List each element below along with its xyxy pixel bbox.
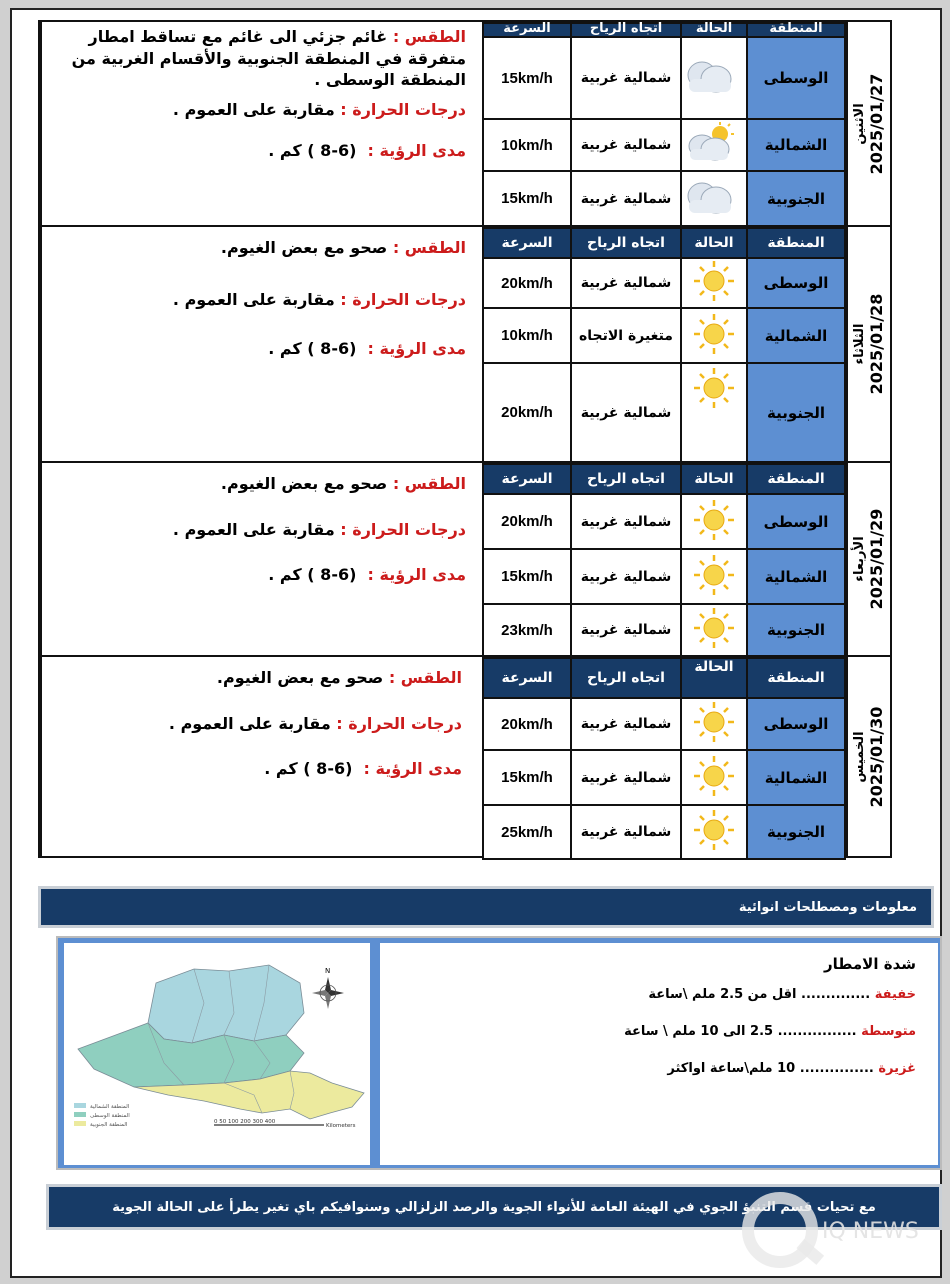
header-condition: الحالة (681, 464, 747, 494)
wind-direction: شمالية غربية (571, 805, 681, 859)
region-table (482, 22, 846, 227)
sun-icon (690, 553, 738, 597)
rain-value: .............. اقل من 2.5 ملم \ساعة (648, 987, 871, 1002)
rain-intensity-panel (380, 943, 938, 1165)
weather-label: الطقس : (392, 27, 466, 46)
header-region: المنطقة (747, 23, 845, 37)
wind-direction: شمالية غربية (571, 258, 681, 308)
wind-speed: 10km/h (483, 119, 571, 171)
temp-line (56, 99, 466, 121)
condition-cell (681, 750, 747, 805)
day-name: الاثنين (852, 102, 867, 145)
table-row (483, 698, 845, 750)
day-date: 2025/01/29 (867, 508, 886, 610)
legend-north: المنطقة الشمالية (90, 1104, 130, 1110)
info-title: معلومات ومصطلحات انوائية (738, 899, 917, 915)
region-name: الوسطى (747, 494, 845, 549)
temp-line (56, 713, 462, 735)
day-date: 2025/01/27 (867, 73, 886, 174)
table-row (483, 37, 845, 119)
info-title-bar (38, 886, 934, 928)
watermark-logo (738, 1172, 938, 1282)
visibility-label: مدى الرؤية : (367, 565, 466, 585)
header-wind-direction: اتجاه الرياح (571, 464, 681, 494)
temp-label: درجات الحرارة : (336, 713, 462, 733)
temp-label: درجات الحرارة : (340, 289, 466, 309)
header-condition: الحالة (681, 228, 747, 258)
region-name: الوسطى (747, 37, 845, 119)
sun-icon (690, 498, 738, 542)
rain-item-moderate (402, 1024, 916, 1039)
day-name: الأربعاء (852, 536, 867, 582)
weather-text: صحو مع بعض الغيوم. (220, 238, 388, 257)
weather-line (56, 667, 462, 689)
table-row (483, 119, 845, 171)
table-row (483, 308, 845, 363)
iraq-region-map (64, 943, 370, 1165)
region-name: الجنوبية (747, 604, 845, 656)
watermark-text: IQ NEWS (822, 1219, 919, 1244)
rain-value: ............... 10 ملم\ساعة اواكثر (667, 1061, 874, 1076)
visibility-line (56, 564, 466, 586)
region-name: الشمالية (747, 308, 845, 363)
temp-text: مقاربة على العموم . (172, 99, 335, 119)
condition-cell (681, 363, 747, 462)
temp-line (56, 289, 466, 311)
wind-direction: شمالية غربية (571, 494, 681, 549)
rain-item-light (402, 987, 916, 1002)
header-speed: السرعة (483, 464, 571, 494)
visibility-text: (6-8 ) كم . (268, 339, 357, 359)
wind-speed: 15km/h (483, 171, 571, 226)
header-wind-direction: اتجاه الرياح (571, 658, 681, 698)
weather-line (56, 473, 466, 495)
day-block (40, 225, 890, 461)
wind-speed: 20km/h (483, 698, 571, 750)
day-name: الثلاثاء (852, 323, 867, 365)
wind-direction: شمالية غربية (571, 698, 681, 750)
region-name: الوسطى (747, 258, 845, 308)
rain-key: غزيرة (878, 1061, 916, 1076)
day-date: 2025/01/30 (867, 706, 886, 807)
day-summary (40, 227, 482, 461)
legend-south: المنطقة الجنوبية (90, 1122, 128, 1128)
day-date: 2025/01/28 (867, 293, 886, 395)
condition-cell (681, 604, 747, 656)
wind-speed: 15km/h (483, 549, 571, 604)
wind-speed: 23km/h (483, 604, 571, 656)
day-summary (40, 463, 482, 655)
temp-label: درجات الحرارة : (340, 99, 466, 119)
day-name: الخميس (852, 730, 867, 783)
rain-value: ................ 2.5 الى 10 ملم \ ساعة (624, 1024, 857, 1039)
wind-speed: 20km/h (483, 258, 571, 308)
wind-speed: 15km/h (483, 37, 571, 119)
visibility-line (56, 140, 466, 162)
condition-cell (681, 805, 747, 859)
legend-swatch-central (74, 1112, 86, 1117)
rain-key: متوسطة (861, 1024, 916, 1039)
day-block (40, 20, 890, 225)
sun-icon (690, 312, 738, 356)
legend-central: المنطقة الوسطى (90, 1113, 130, 1119)
day-block (40, 655, 890, 856)
table-row (483, 363, 845, 462)
header-region: المنطقة (747, 228, 845, 258)
condition-cell (681, 171, 747, 226)
condition-cell (681, 258, 747, 308)
sun-icon (690, 754, 738, 798)
header-condition: الحالة (681, 658, 747, 698)
compass-label: N (325, 967, 331, 975)
condition-cell (681, 308, 747, 363)
region-name: الشمالية (747, 750, 845, 805)
temp-text: مقاربة على العموم . (168, 713, 331, 733)
table-row (483, 258, 845, 308)
header-region: المنطقة (747, 464, 845, 494)
region-table (482, 657, 846, 860)
day-date-cell (846, 22, 890, 225)
temp-line (56, 519, 466, 541)
rain-heading: شدة الامطار (824, 955, 916, 973)
condition-cell (681, 494, 747, 549)
wind-speed: 15km/h (483, 750, 571, 805)
header-speed: السرعة (483, 23, 571, 37)
weather-label: الطقس : (392, 238, 466, 257)
rain-item-heavy (402, 1061, 916, 1076)
region-name: الجنوبية (747, 171, 845, 226)
header-speed: السرعة (483, 228, 571, 258)
legend-swatch-north (74, 1103, 86, 1108)
visibility-label: مدى الرؤية : (367, 339, 466, 359)
condition-cell (681, 37, 747, 119)
temp-text: مقاربة على العموم . (172, 289, 335, 309)
table-row (483, 805, 845, 859)
temp-label: درجات الحرارة : (340, 519, 466, 539)
header-region: المنطقة (747, 658, 845, 698)
wind-speed: 10km/h (483, 308, 571, 363)
wind-direction: متغيرة الاتجاه (571, 308, 681, 363)
sun-icon (690, 606, 738, 650)
footer-text: مع تحيات قسم التنبؤ الجوي في الهيئة العامة للأنواء الجوية والرصد الزلزالي وسنوافيكم باي تغير يطرأ على الحالة الجوية (112, 1199, 876, 1215)
wind-direction: شمالية غربية (571, 549, 681, 604)
partly-cloudy-icon (690, 120, 738, 164)
table-row (483, 494, 845, 549)
forecast-table (38, 20, 892, 858)
forecast-page (10, 8, 942, 1278)
visibility-label: مدى الرؤية : (367, 141, 466, 161)
region-name: الشمالية (747, 119, 845, 171)
region-name: الشمالية (747, 549, 845, 604)
wind-direction: شمالية غربية (571, 171, 681, 226)
condition-cell (681, 698, 747, 750)
header-wind-direction: اتجاه الرياح (571, 23, 681, 37)
table-row (483, 171, 845, 226)
wind-direction: شمالية غربية (571, 604, 681, 656)
day-summary (40, 657, 482, 856)
table-row (483, 604, 845, 656)
scale-unit: Kilometers (326, 1123, 356, 1129)
wind-direction: شمالية غربية (571, 119, 681, 171)
weather-label: الطقس : (392, 474, 466, 493)
cloud-icon (690, 53, 738, 97)
weather-text: صحو مع بعض الغيوم. (220, 474, 388, 493)
visibility-line (56, 758, 462, 780)
sun-icon (690, 366, 738, 410)
weather-line (56, 26, 466, 91)
wind-direction: شمالية غربية (571, 37, 681, 119)
sun-icon (690, 259, 738, 303)
day-date-cell (846, 463, 890, 655)
legend-swatch-south (74, 1121, 86, 1126)
info-panel (56, 936, 942, 1170)
region-table (482, 227, 846, 463)
weather-text: صحو مع بعض الغيوم. (216, 668, 384, 687)
weather-line (56, 237, 466, 259)
region-table (482, 463, 846, 657)
header-speed: السرعة (483, 658, 571, 698)
scale-labels: 0 50 100 200 300 400 (214, 1119, 276, 1125)
condition-cell (681, 119, 747, 171)
table-row (483, 549, 845, 604)
day-date-cell (846, 657, 890, 856)
visibility-text: (6-8 ) كم . (268, 141, 357, 161)
temp-text: مقاربة على العموم . (172, 519, 335, 539)
visibility-text: (6-8 ) كم . (264, 759, 353, 779)
wind-speed: 25km/h (483, 805, 571, 859)
sun-icon (690, 700, 738, 744)
wind-speed: 20km/h (483, 363, 571, 462)
day-summary (40, 22, 482, 225)
region-name: الجنوبية (747, 363, 845, 462)
visibility-line (56, 338, 466, 360)
region-name: الجنوبية (747, 805, 845, 859)
rain-key: خفيفة (874, 987, 916, 1002)
map-graphic (64, 943, 370, 1165)
region-name: الوسطى (747, 698, 845, 750)
wind-speed: 20km/h (483, 494, 571, 549)
wind-direction: شمالية غربية (571, 750, 681, 805)
sun-icon (690, 808, 738, 852)
table-row (483, 750, 845, 805)
visibility-text: (6-8 ) كم . (268, 565, 357, 585)
day-date-cell (846, 227, 890, 461)
visibility-label: مدى الرؤية : (363, 759, 462, 779)
day-block (40, 461, 890, 655)
cloud-icon (690, 174, 738, 218)
header-condition: الحالة (681, 23, 747, 37)
wind-direction: شمالية غربية (571, 363, 681, 462)
weather-text: غائم جزئي الى غائم مع تساقط امطار متفرقة في المنطقة الجنوبية والأقسام الغربية من المنطقة الوسطى . (71, 27, 466, 90)
condition-cell (681, 549, 747, 604)
header-wind-direction: اتجاه الرياح (571, 228, 681, 258)
compass-icon (312, 977, 344, 1009)
weather-label: الطقس : (388, 668, 462, 687)
